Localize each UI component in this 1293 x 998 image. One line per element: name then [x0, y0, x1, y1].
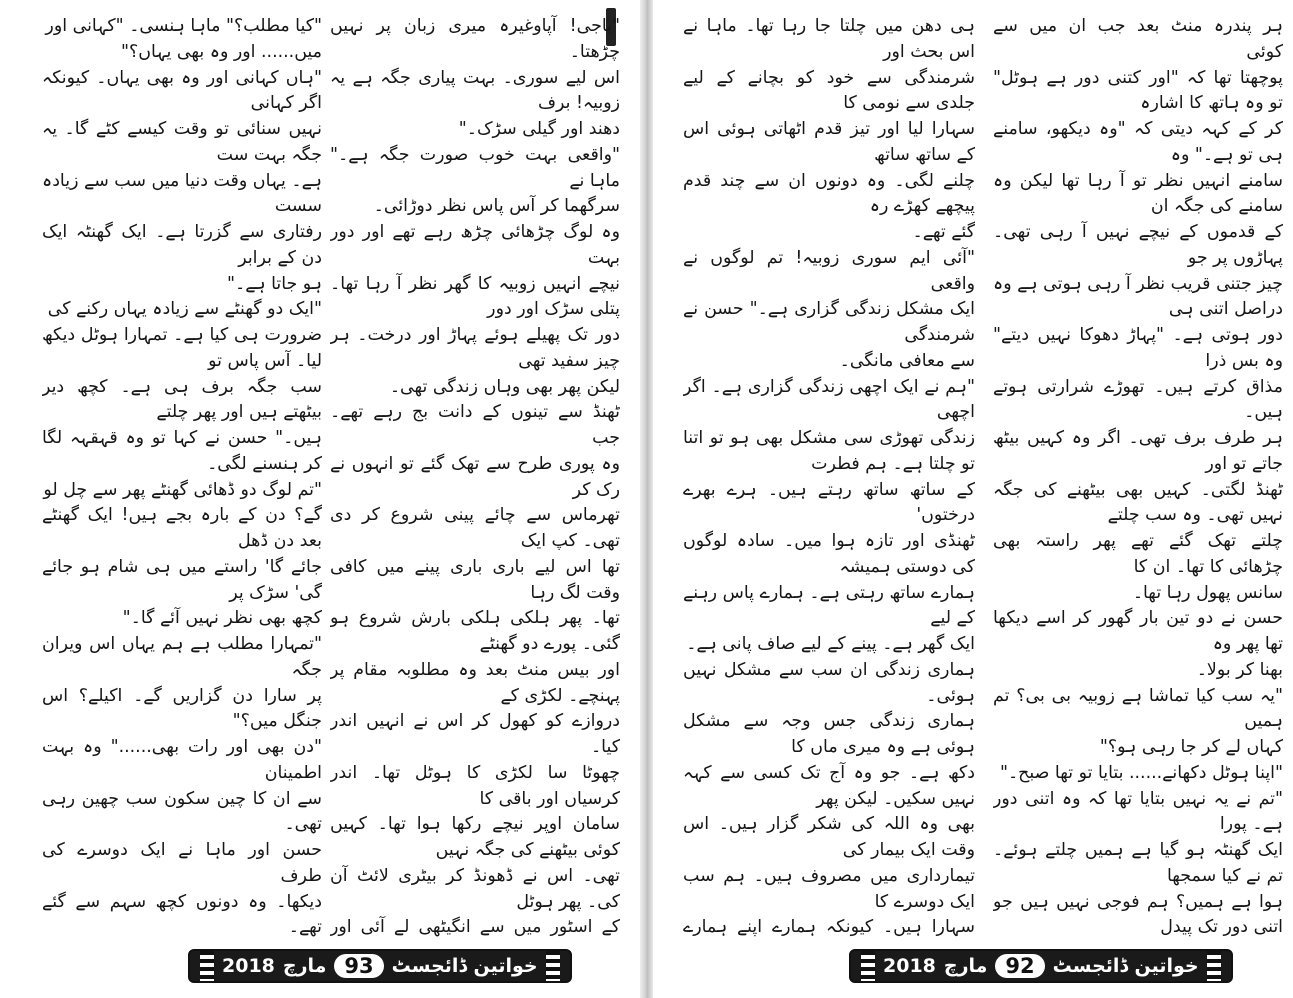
text-line: ٹھنڈی اور تازہ ہوا میں۔ سادہ لوگوں کی دوستی ہمیشہ [683, 531, 975, 577]
text-line: گئے تھے۔ [912, 222, 975, 242]
page-92-footer [849, 946, 1233, 986]
text-line: دور تک پھیلے ہوئے پہاڑ اور درخت۔ ہر چیز سفید تھی [330, 325, 620, 371]
text-line: چلنے لگی۔ وہ دونوں ان سے چند قدم پیچھے کھڑے رہ [683, 170, 975, 217]
text-line: چلتے تھک گئے تھے پھر راستہ بھی چڑھائی کا تھا۔ ان کا [993, 531, 1283, 577]
footer-month: مارچ [943, 955, 988, 977]
text-line: اور بیس منٹ بعد وہ مطلوبہ مقام پر پہنچے۔ لکڑی کے [330, 659, 620, 706]
text-line: رفتاری سے گزرتا ہے۔ ایک گھنٹہ ایک دن کے برابر [42, 222, 322, 268]
text-line: کچھ بھی نظر نہیں آئے گا۔" [122, 608, 322, 629]
text-line: کر کے کہہ دیتی کہ "وہ دیکھو، سامنے ہی تو ہے۔" وہ [993, 119, 1283, 165]
text-line: "کیا مطلب؟" ماہا ہنسی۔ "کہانی اور [45, 16, 322, 36]
text-line: کے اسٹور میں سے انگیٹھی لے آئی اور [330, 917, 620, 938]
page-number: 92 [995, 954, 1044, 978]
text-line: ہماری زندگی ان سب سے مشکل نہیں ہوئی۔ [683, 659, 975, 706]
text-line: دروازے کو کھول کر اس نے انہیں اندر کیا۔ [330, 711, 620, 757]
text-line: "ہم نے ایک اچھی زندگی گزاری ہے۔ اگر اچھی [683, 376, 975, 423]
zigzag-ornament-icon [200, 951, 214, 981]
footer-magazine-title: خواتین ڈائجسٹ [1052, 955, 1199, 977]
page-93-column-right [330, 14, 620, 940]
text-line: "یہ سب کیا تماشا ہے زوبیہ بی بی؟ تم ہمیں [993, 685, 1283, 732]
text-line: بھنا کر بولا۔ [1196, 659, 1283, 680]
text-line: نہیں سنائی تو وقت کیسے کٹے گا۔ یہ جگہ بہت ست [42, 119, 322, 165]
text-line: سب جگہ برف ہی ہے۔ کچھ دیر بیٹھتے ہیں اور پھر چلتے [42, 376, 322, 423]
page-92 [653, 0, 1293, 998]
footer-year: 2018 [222, 955, 275, 977]
text-line: دھند اور گیلی سڑک۔" [458, 119, 620, 139]
zigzag-ornament-icon [861, 951, 875, 981]
text-line: ہر پندرہ منٹ بعد جب ان میں سے کوئی [993, 16, 1283, 62]
text-line: تھا اس لیے باری باری پینے میں کافی وقت لگ رہا [330, 556, 620, 603]
text-line: ٹھنڈ سے تینوں کے دانت بج رہے تھے۔ جب [330, 402, 620, 448]
page-92-column-right [993, 14, 1283, 940]
text-line: ہو جاتا ہے۔" [227, 273, 322, 294]
text-line: میں...... اور وہ بھی یہاں؟" [121, 41, 322, 62]
text-line: سہارا لیا اور تیز قدم اٹھاتی ہوئی اس کے ساتھ ساتھ [683, 119, 975, 165]
text-line: لیکن پھر بھی وہاں زندگی تھی۔ [389, 376, 620, 397]
text-line: تھی۔ اس نے ڈھونڈ کر بیٹری لائٹ آن کی۔ پھر ہوٹل [330, 865, 620, 912]
text-line: "ہاں کہانی اور وہ بھی یہاں۔ کیونکہ اگر کہانی [42, 67, 322, 114]
text-line: ایک مشکل زندگی گزاری ہے۔" حسن نے شرمندگی [683, 299, 975, 345]
text-line: "اپنا ہوٹل دکھانے...... بتایا تو تھا صبح۔" [999, 762, 1283, 783]
text-line: "آئی ایم سوری زوبیہ! تم لوگوں نے واقعی [683, 247, 975, 294]
text-line: کے ساتھ ساتھ رہتے ہیں۔ ہرے بھرے درختوں' [683, 479, 975, 526]
text-line: زندگی تھوڑی سی مشکل بھی ہو تو اتنا تو چلتا ہے۔ ہم فطرت [683, 428, 975, 474]
page-92-column-left [683, 14, 975, 940]
text-line: سامنے انہیں نظر تو آ رہا تھا لیکن وہ سامنے کی جگہ ان [993, 170, 1283, 217]
text-line: تھا۔ پھر ہلکی ہلکی بارش شروع ہو گئی۔ پورے دو گھنٹے [330, 608, 620, 654]
text-line: ہی دھن میں چلتا جا رہا تھا۔ ماہا نے اس بحث اور [683, 16, 975, 62]
text-line: دیکھا۔ وہ دونوں کچھ سہم سے گئے تھے۔ [42, 891, 322, 938]
text-line: چیز جتنی قریب نظر آ رہی ہوتی ہے وہ دراصل اتنی ہی [993, 273, 1283, 320]
text-line: مذاق کرتے ہیں۔ تھوڑے شرارتی ہوتے ہیں۔ [993, 376, 1283, 423]
text-line: ضرورت ہی کیا ہے۔ تمہارا ہوٹل دیکھ لیا۔ آس پاس تو [42, 325, 322, 371]
text-line: پر سارا دن گزاریں گے۔ اکیلے؟ اس جنگل میں؟" [42, 685, 322, 732]
text-line: وہ پوری طرح سے تھک گئے تو انہوں نے رک کر [330, 453, 620, 500]
text-line: کے قدموں کے نیچے نہیں آ رہی تھی۔ پہاڑوں پر جو [993, 222, 1283, 268]
text-line: پوچھتا تھا کہ "اور کتنی دور ہے ہوٹل" تو وہ ہاتھ کا اشارہ [993, 67, 1283, 114]
text-line: "واقعی بہت خوب صورت جگہ ہے۔" ماہا نے [330, 144, 620, 191]
text-line: "تم نے یہ نہیں بتایا تھا کہ وہ اتنی دور ہے۔ پورا [993, 788, 1283, 835]
footer-year: 2018 [883, 955, 936, 977]
text-line: ایک گھر ہے۔ پینے کے لیے صاف پانی ہے۔ [686, 634, 975, 654]
text-line: ہیں۔" حسن نے کہا تو وہ قہقہہ لگا کر ہنسنے لگی۔ [42, 428, 322, 474]
text-line: ہر طرف برف تھی۔ اگر وہ کہیں بیٹھ جاتے تو اور [993, 428, 1283, 474]
text-line: دور ہوتی ہے۔ "پہاڑ دھوکا نہیں دیتے" وہ بس ذرا [993, 325, 1283, 371]
text-line: ہمارے ساتھ رہتی ہے۔ ہمارے پاس رہنے کے لیے [683, 582, 975, 629]
text-line: سامان اوپر نیچے رکھا ہوا تھا۔ کہیں کوئی بیٹھنے کی جگہ نہیں [330, 814, 620, 860]
text-line: ایک گھنٹہ ہو گیا ہے ہمیں چلتے ہوئے۔ تم نے کیا سمجھا [993, 840, 1283, 886]
page-number: 93 [334, 954, 383, 978]
text-line: جائے گا' راستے میں ہی شام ہو جائے گی' سڑک پر [42, 556, 322, 603]
text-line: تھرماس سے چائے پینی شروع کر دی تھی۔ کپ ایک [330, 505, 620, 551]
text-line: چھوٹا سا لکڑی کا ہوٹل تھا۔ اندر کرسیاں اور باقی کا [330, 762, 620, 809]
text-line: بھی وہ اللہ کی شکر گزار ہیں۔ اس وقت ایک بیمار کی [683, 814, 975, 860]
page-93-column-left [42, 14, 322, 940]
text-line: حسن نے دو تین بار گھور کر اسے دیکھا تھا پھر وہ [993, 608, 1283, 654]
text-line: گے؟ دن کے بارہ بجے ہیں! ایک گھنٹے بعد دن ڈھل [42, 505, 322, 551]
text-line: "دن بھی اور رات بھی......" وہ بہت اطمینان [42, 737, 322, 783]
page-92-footer-banner [849, 949, 1233, 983]
text-line: "باجی! آپاوغیرہ میری زبان پر نہیں چڑھتا۔ [330, 16, 620, 62]
text-line: دکھ ہے۔ جو وہ آج تک کسی سے کہہ نہیں سکیں۔ لیکن پھر [683, 762, 975, 809]
page-93-footer-banner [188, 949, 572, 983]
page-93 [0, 0, 640, 998]
book-gutter [640, 0, 653, 998]
text-line: سرگھما کر آس پاس نظر دوڑائی۔ [373, 196, 620, 217]
text-line: "تم لوگ دو ڈھائی گھنٹے پھر سے چل لو [43, 479, 322, 500]
text-line: سے معافی مانگی۔ [839, 350, 975, 371]
zigzag-ornament-icon [1207, 951, 1221, 981]
text-line: سے ان کا چین سکون سب چھین رہی تھی۔ [42, 788, 322, 835]
text-line: سانس پھول رہا تھا۔ [1132, 582, 1283, 603]
page-93-footer [188, 946, 572, 986]
text-line: ٹھنڈ لگتی۔ کہیں بھی بیٹھنے کی جگہ نہیں تھی۔ وہ سب چلتے [993, 479, 1283, 526]
text-line: "ایک دو گھنٹے سے زیادہ یہاں رکنے کی [47, 299, 322, 320]
text-line: کہاں لے کر جا رہی ہو؟" [1099, 737, 1283, 757]
text-line: "تمہارا مطلب ہے ہم یہاں اس ویران جگہ [42, 634, 322, 680]
text-line: ہماری زندگی جس وجہ سے مشکل ہوئی ہے وہ میری ماں کا [683, 711, 975, 757]
text-line: اس لیے سوری۔ بہت پیاری جگہ ہے یہ زوبیہ! برف [330, 67, 620, 114]
text-line: ہے۔ یہاں وقت دنیا میں سب سے زیادہ سست [42, 170, 322, 217]
text-line: نیچے انہیں زوبیہ کا گھر نظر آ رہا تھا۔ پتلی سڑک اور دور [330, 273, 620, 320]
footer-magazine-title: خواتین ڈائجسٹ [391, 955, 538, 977]
text-line: سہارا ہیں۔ کیونکہ ہمارے اپنے ہمارے [683, 917, 975, 938]
text-line: وہ لوگ چڑھائی چڑھ رہے تھے اور دور بہت [330, 222, 620, 268]
text-line: تیمارداری میں مصروف ہیں۔ ہم سب ایک دوسرے کا [683, 865, 975, 912]
text-line: حسن اور ماہا نے ایک دوسرے کی طرف [42, 840, 322, 886]
footer-month: مارچ [282, 955, 327, 977]
text-line: شرمندگی سے خود کو بچانے کے لیے جلدی سے نومی کا [683, 67, 975, 114]
text-line: ہوا ہے ہمیں؟ ہم فوجی نہیں ہیں جو اتنی دور تک پیدل [993, 891, 1283, 938]
zigzag-ornament-icon [546, 951, 560, 981]
